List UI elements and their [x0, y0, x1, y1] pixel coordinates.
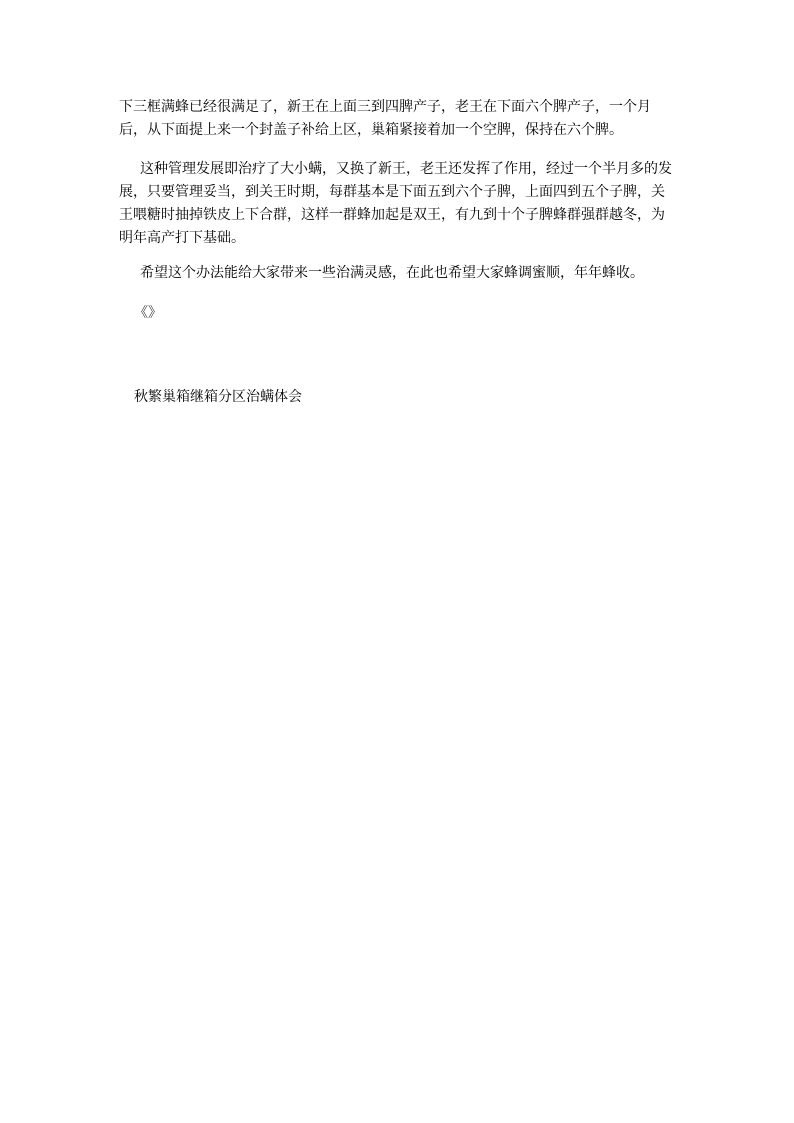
- prev-next-nav[interactable]: 《》: [134, 305, 162, 321]
- paragraph-2: 这种管理发展即治疗了大小螨，又换了新王，老王还发挥了作用，经过一个半月多的发展，只要管理妥当，到关王时期，每群基本是下面五到六个子脾，上面四到五个子脾，关王喂糖时抽掉铁皮上下合群，这样一群蜂加起是双王，有九到十个子脾蜂群强群越冬，为明年高产打下基础。: [119, 161, 672, 246]
- paragraph-3: 希望这个办法能给大家带来一些治满灵感，在此也希望大家蜂调蜜顺，年年蜂收。: [140, 265, 644, 281]
- paragraph-1: 下三框满蜂已经很满足了，新王在上面三到四脾产子，老王在下面六个脾产子，一个月后，从下面提上来一个封盖子补给上区，巢箱紧接着加一个空脾，保持在六个脾。: [119, 99, 651, 138]
- footer-title: 秋繁巢箱继箱分区治螨体会: [134, 389, 302, 405]
